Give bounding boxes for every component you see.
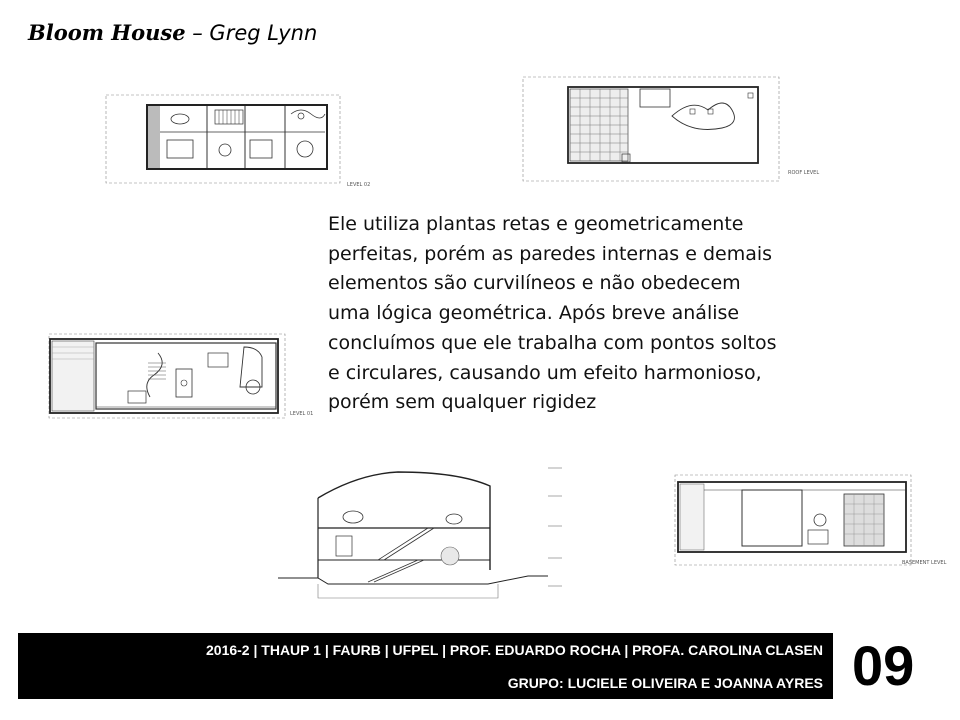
plan-label-roof-level: ROOF LEVEL <box>788 170 820 176</box>
slide-number: 09 <box>852 634 915 697</box>
description-line: Ele utiliza plantas retas e geometricamente <box>328 213 744 235</box>
description-line: e circulares, causando um efeito harmonioso, <box>328 361 762 384</box>
plan-label-level-02: LEVEL 02 <box>347 182 371 188</box>
plan-label-level-01: LEVEL 01 <box>290 411 314 417</box>
description-line: concluímos que ele trabalha com pontos soltos <box>328 331 777 354</box>
title-architect: – Greg Lynn <box>185 21 318 45</box>
title-project-name: Bloom House <box>28 20 186 45</box>
description-line: uma lógica geométrica. Após breve análise <box>328 302 740 325</box>
description-line: elementos são curvilíneos e não obedecem <box>328 272 741 295</box>
footer-bar <box>18 633 833 699</box>
slide-title <box>28 20 317 45</box>
description-line: porém sem qualquer rigidez <box>328 391 597 414</box>
section-drawing <box>278 462 588 602</box>
plan-label-basement-level: BASEMENT LEVEL <box>902 560 947 566</box>
plan-basement-level <box>674 474 947 570</box>
plan-roof-level <box>522 76 820 188</box>
plan-level-01 <box>48 333 314 423</box>
footer-group-info: GRUPO: LUCIELE OLIVEIRA E JOANNA AYRES <box>507 675 823 691</box>
description-text <box>328 210 798 418</box>
description-line: perfeitas, porém as paredes internas e demais <box>328 242 773 265</box>
footer-course-info: 2016-2 | THAUP 1 | FAURB | UFPEL | PROF. EDUARDO ROCHA | PROFA. CAROLINA CLASEN <box>206 642 823 658</box>
plan-level-02 <box>105 94 371 188</box>
